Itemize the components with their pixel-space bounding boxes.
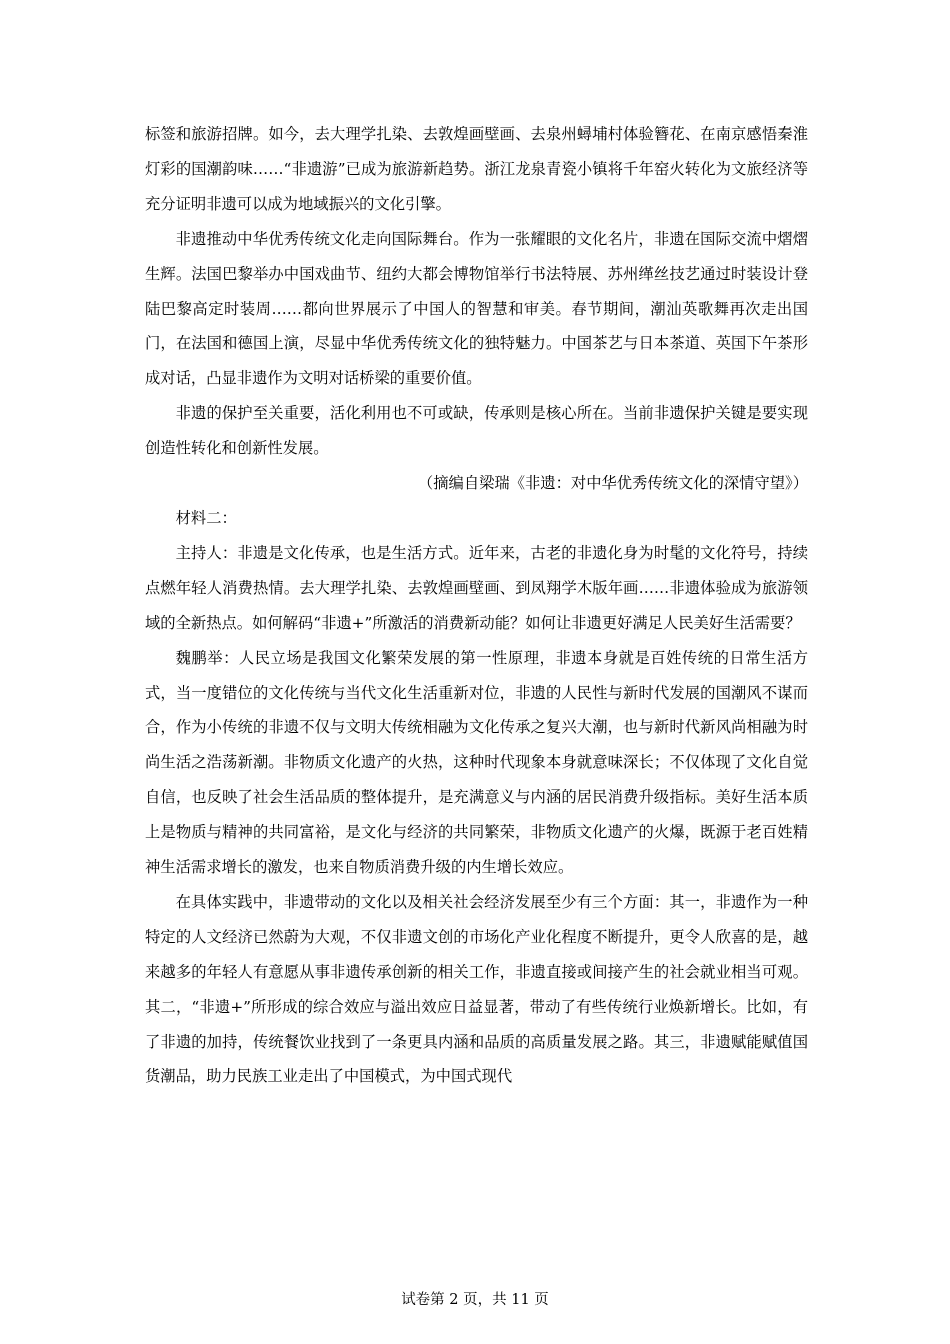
paragraph-2: 非遗推动中华优秀传统文化走向国际舞台。作为一张耀眼的文化名片，非遗在国际交流中熠熠生辉。法国巴黎举办中国戏曲节、纽约大都会博物馆举行书法特展、苏州缂丝技艺通过时装设计登陆巴黎高定时装周……都向世界展示了中国人的智慧和审美。春节期间，潮汕英歌舞再次走出国门，在法国和德国上演，尽显中华优秀传统文化的独特魅力。中国茶艺与日本茶道、英国下午茶形成对话，凸显非遗作为文明对话桥梁的重要价值。 — [145, 229, 808, 388]
paragraph-1: 标签和旅游招牌。如今，去大理学扎染、去敦煌画壁画、去泉州蟳埔村体验簪花、在南京感悟秦淮灯彩的国潮韵味……“非遗游”已成为旅游新趋势。浙江龙泉青瓷小镇将千年窑火转化为文旅经济等充分证明非遗可以成为地域振兴的文化引擎。 — [145, 125, 808, 213]
material-2-label: 材料二： — [175, 508, 237, 527]
document-body — [145, 117, 808, 1094]
page-footer: 试卷第 2 页，共 11 页 — [401, 1292, 549, 1308]
paragraph-host: 主持人：非遗是文化传承，也是生活方式。近年来，古老的非遗化身为时髦的文化符号，持续点燃年轻人消费热情。去大理学扎染、去敦煌画壁画、到凤翔学木版年画……非遗体验成为旅游领域的全新热点。如何解码“非遗+”所激活的消费新动能？如何让非遗更好满足人民美好生活需要？ — [145, 543, 808, 632]
paragraph-3: 非遗的保护至关重要，活化利用也不可或缺，传承则是核心所在。当前非遗保护关键是要实现创造性转化和创新性发展。 — [145, 404, 808, 458]
citation: （摘编自梁瑞《非遗：对中华优秀传统文化的深情守望》） — [417, 474, 808, 493]
paragraph-wei: 魏鹏举：人民立场是我国文化繁荣发展的第一性原理，非遗本身就是百姓传统的日常生活方式，当一度错位的文化传统与当代文化生活重新对位，非遗的人民性与新时代发展的国潮风不谋而合，作为小传统的非遗不仅与文明大传统相融为文化传承之复兴大潮，也与新时代新风尚相融为时尚生活之浩荡新潮。非物质文化遗产的火热，这种时代现象本身就意味深长；不仅体现了文化自觉自信，也反映了社会生活品质的整体提升，是充满意义与内涵的居民消费升级指标。美好生活本质上是物质与精神的共同富裕，是文化与经济的共同繁荣，非物质文化遗产的火爆，既源于老百姓精神生活需求增长的激发，也来自物质消费升级的内生增长效应。 — [145, 648, 808, 877]
paragraph-practice: 在具体实践中，非遗带动的文化以及相关社会经济发展至少有三个方面：其一，非遗作为一种特定的人文经济已然蔚为大观，不仅非遗文创的市场化产业化程度不断提升，更令人欣喜的是，越来越多的年轻人有意愿从事非遗传承创新的相关工作，非遗直接或间接产生的社会就业相当可观。其二，“非遗+”所形成的综合效应与溢出效应日益显著，带动了有些传统行业焕新增长。比如，有了非遗的加持，传统餐饮业找到了一条更具内涵和品质的高质量发展之路。其三，非遗赋能赋值国货潮品，助力民族工业走出了中国模式，为中国式现代 — [145, 892, 808, 1086]
